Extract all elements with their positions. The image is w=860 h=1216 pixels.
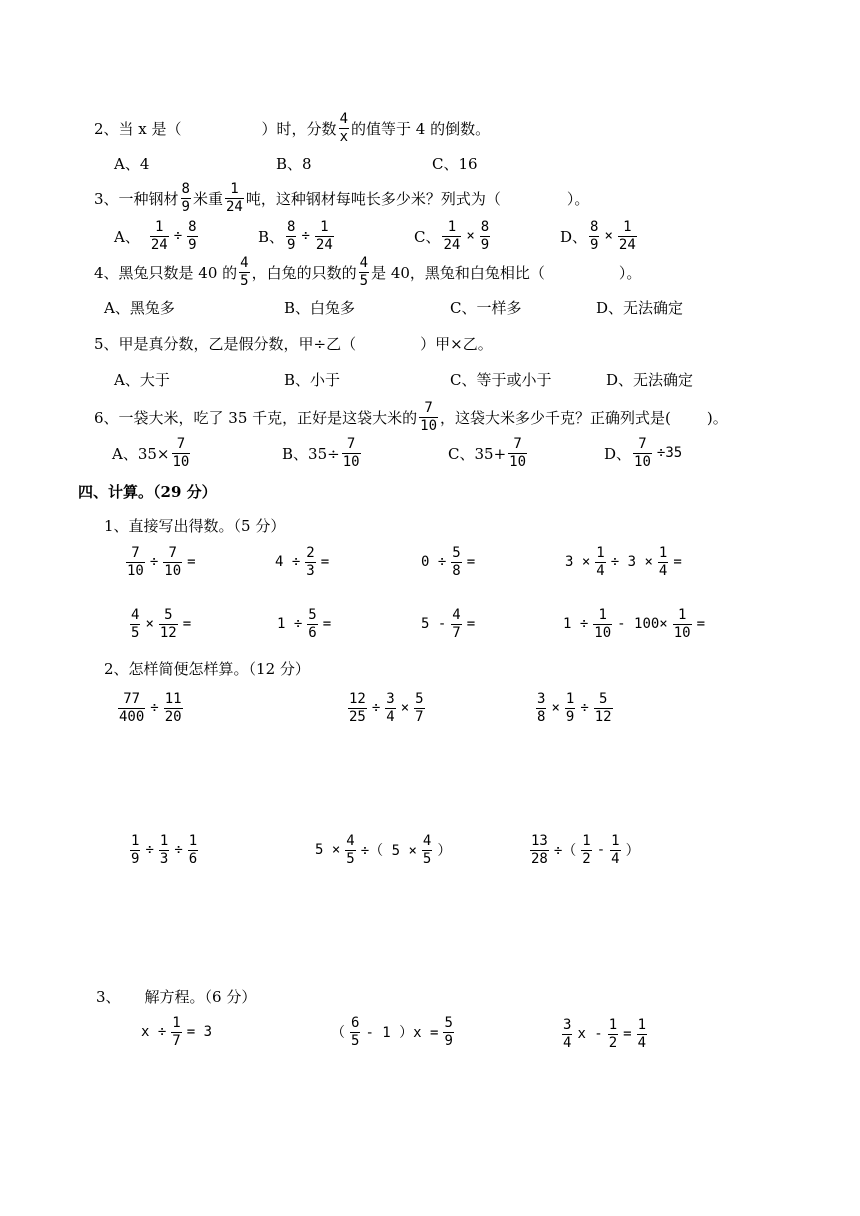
- fraction: $\frac{1}{9}$: [565, 690, 575, 725]
- fraction: $\frac{1}{4}$: [637, 1016, 647, 1051]
- fraction: $\frac{1}{6}$: [188, 832, 198, 867]
- q3-text-b: 米重: [192, 189, 223, 208]
- q2-text-a: 2、当 x 是（: [94, 119, 182, 138]
- mental-math-item-3: [418, 542, 478, 582]
- mental-math-item-2: [272, 542, 332, 582]
- fraction: $\frac{12}{25}$: [349, 690, 366, 725]
- q2-option-c: C、16: [432, 154, 478, 173]
- operator: =: [187, 554, 196, 570]
- mental-math-item-7: [418, 604, 478, 644]
- operator: =: [696, 616, 706, 632]
- operator: ÷: [371, 700, 381, 716]
- question-3: [94, 180, 589, 216]
- mental-math-item-8: [560, 604, 708, 644]
- operator: （: [331, 1025, 345, 1041]
- fraction: $\frac{1}{7}$: [172, 1014, 181, 1049]
- operator: - 100×: [617, 616, 668, 632]
- simplify-item-5: [312, 830, 454, 870]
- section-4-title: 四、计算。（29 分）: [78, 482, 217, 501]
- operator: =: [466, 616, 476, 632]
- operator: 1 ÷: [277, 616, 303, 632]
- q6-option-d: D、 $\frac{7}{10}$ ÷35: [604, 435, 683, 470]
- q2-fraction: $\frac{4}{x}$: [339, 110, 348, 145]
- q6-option-a: A、35× $\frac{7}{10}$: [112, 435, 190, 470]
- fraction: $\frac{1}{2}$: [582, 832, 591, 867]
- fraction: $\frac{5}{6}$: [308, 606, 317, 641]
- q3-fraction-1: $\frac{8}{9}$: [181, 180, 190, 215]
- q2-option-b: B、8: [276, 154, 312, 173]
- question-2: [94, 112, 490, 144]
- fraction: $\frac{3}{4}$: [563, 1016, 572, 1051]
- fraction: $\frac{13}{28}$: [531, 832, 548, 867]
- operator: x -: [577, 1026, 603, 1042]
- q5-option-b: B、小于: [284, 370, 341, 389]
- simplify-item-2: [346, 688, 427, 728]
- fraction: $\frac{4}{5}$: [346, 832, 355, 867]
- q5-option-c: C、等于或小于: [450, 370, 552, 389]
- q6-text-a: 6、一袋大米，吃了 35 千克，正好是这袋大米的: [94, 408, 418, 427]
- operator: ÷: [174, 842, 183, 858]
- operator: =: [466, 554, 476, 570]
- q3-text-c: 吨，这种钢材每吨长多少米？列式为（: [245, 189, 501, 208]
- operator: ×: [551, 700, 560, 716]
- fraction: $\frac{4}{5}$: [422, 832, 432, 867]
- simplify-item-6: [528, 830, 643, 870]
- operator: =: [182, 616, 192, 632]
- q3-text-a: 3、一种钢材: [94, 189, 179, 208]
- q2-text-b: ）时，分数: [261, 119, 337, 138]
- equation-item-2: [328, 1012, 456, 1052]
- q5-text-a: 5、甲是真分数，乙是假分数，甲÷乙（: [94, 334, 357, 353]
- q6-options: [112, 434, 685, 472]
- fraction: $\frac{1}{4}$: [658, 544, 668, 579]
- q4-option-b: B、白兔多: [284, 298, 356, 317]
- operator: =: [673, 554, 682, 570]
- q3-option-a: A、 $\frac{1}{24}$ ÷ $\frac{8}{9}$: [114, 218, 197, 253]
- fraction: $\frac{5}{8}$: [452, 544, 461, 579]
- q4-option-d: D、无法确定: [596, 298, 684, 317]
- operator: 0 ÷: [421, 554, 447, 570]
- q6-option-b: B、35÷ $\frac{7}{10}$: [282, 435, 360, 470]
- q5-option-a: A、大于: [114, 370, 170, 389]
- operator: ÷: [149, 554, 159, 570]
- fraction: $\frac{6}{5}$: [351, 1014, 360, 1049]
- operator: ÷: [145, 842, 154, 858]
- operator: =: [322, 616, 332, 632]
- operator: 5 ×: [315, 842, 341, 858]
- q3-option-b: B、 $\frac{8}{9}$ ÷ $\frac{1}{24}$: [258, 218, 333, 253]
- operator: =: [320, 554, 330, 570]
- q2-text-c: 的值等于 4 的倒数。: [351, 119, 491, 138]
- fraction: $\frac{2}{3}$: [306, 544, 315, 579]
- fraction: $\frac{5}{12}$: [594, 690, 612, 725]
- fraction: $\frac{3}{4}$: [386, 690, 395, 725]
- operator: x ÷: [141, 1024, 167, 1040]
- q4-option-a: A、黑兔多: [104, 298, 175, 317]
- question-4: [94, 254, 641, 290]
- q4-fraction-1: $\frac{4}{5}$: [240, 254, 249, 289]
- fraction: $\frac{1}{4}$: [596, 544, 605, 579]
- equation-item-3: [560, 1014, 649, 1054]
- operator: ）: [625, 843, 640, 859]
- q4-text-c: 是 40，黑兔和白兔相比（: [371, 263, 545, 282]
- q3-option-c: C、 $\frac{1}{24}$ × $\frac{8}{9}$: [414, 218, 490, 253]
- fraction: $\frac{1}{2}$: [608, 1016, 618, 1051]
- fraction: $\frac{1}{9}$: [131, 832, 140, 867]
- mental-math-item-6: [274, 604, 334, 644]
- operator: = 3: [186, 1024, 213, 1040]
- q6-option-c: C、35+ $\frac{7}{10}$: [448, 435, 526, 470]
- operator: ÷（ 5 ×: [360, 843, 417, 859]
- fraction: $\frac{1}{10}$: [673, 606, 691, 641]
- simplify-item-3: [534, 688, 615, 728]
- operator: =: [623, 1026, 632, 1042]
- operator: ）: [437, 843, 452, 859]
- q3-option-d: D、 $\frac{8}{9}$ × $\frac{1}{24}$: [560, 218, 636, 253]
- q6-text-b: ，这袋大米多少千克？正确列式是(: [440, 408, 671, 427]
- operator: 5 -: [421, 616, 447, 632]
- fraction: $\frac{77}{400}$: [119, 690, 145, 725]
- operator: ×: [145, 616, 154, 632]
- q4-fraction-2: $\frac{4}{5}$: [359, 254, 369, 289]
- operator: ÷ 3 ×: [610, 554, 653, 570]
- equation-item-1: [138, 1012, 215, 1052]
- q4-option-c: C、一样多: [450, 298, 522, 317]
- fraction: $\frac{5}{7}$: [415, 690, 424, 725]
- q4-options: [104, 296, 683, 318]
- fraction: $\frac{1}{3}$: [159, 832, 169, 867]
- operator: 1 ÷: [563, 616, 589, 632]
- q3-text-d: ）。: [566, 189, 590, 208]
- q2-options: [114, 152, 478, 174]
- simplify-item-4: [128, 830, 200, 870]
- fraction: $\frac{3}{8}$: [537, 690, 546, 725]
- q4-text-a: 4、黑兔只数是 40 的: [94, 263, 238, 282]
- fraction: $\frac{7}{10}$: [164, 544, 182, 579]
- mental-math-item-5: [128, 604, 194, 644]
- fraction: $\frac{4}{5}$: [131, 606, 140, 641]
- operator: ÷（: [553, 843, 577, 859]
- fraction: $\frac{5}{9}$: [444, 1014, 453, 1049]
- q5-text-b: ）甲×乙。: [420, 334, 493, 353]
- operator: ×: [400, 700, 410, 716]
- fraction: $\frac{1}{4}$: [611, 832, 620, 867]
- q4-text-b: ，白兔的只数的: [251, 263, 357, 282]
- q4-text-d: ）。: [618, 263, 642, 282]
- section-4-part-3: 3、 解方程。（6 分）: [96, 987, 257, 1006]
- fraction: $\frac{5}{12}$: [159, 606, 177, 641]
- fraction: $\frac{11}{20}$: [164, 690, 182, 725]
- section-4-part-1: 1、直接写出得数。（5 分）: [104, 516, 286, 535]
- operator: ÷: [150, 700, 159, 716]
- q5-option-d: D、无法确定: [606, 370, 694, 389]
- operator: ÷: [580, 700, 589, 716]
- question-6: [94, 398, 728, 436]
- question-5: [94, 332, 493, 354]
- q6-text-c: )。: [706, 408, 728, 427]
- operator: 4 ÷: [275, 554, 301, 570]
- q5-options: [114, 368, 693, 390]
- operator: - 1 ）x =: [365, 1025, 439, 1041]
- q2-option-a: A、4: [114, 154, 150, 173]
- fraction: $\frac{4}{7}$: [452, 606, 461, 641]
- section-4-part-2: 2、怎样简便怎样算。（12 分）: [104, 659, 310, 678]
- mental-math-item-1: [124, 542, 199, 582]
- fraction: $\frac{1}{10}$: [594, 606, 612, 641]
- mental-math-item-4: [562, 542, 685, 582]
- operator: -: [596, 842, 606, 858]
- fraction: $\frac{7}{10}$: [127, 544, 144, 579]
- q6-fraction: $\frac{7}{10}$: [420, 399, 438, 434]
- q3-fraction-2: $\frac{1}{24}$: [226, 180, 243, 215]
- operator: 3 ×: [565, 554, 591, 570]
- simplify-item-1: [116, 688, 185, 728]
- q3-options: [114, 218, 639, 254]
